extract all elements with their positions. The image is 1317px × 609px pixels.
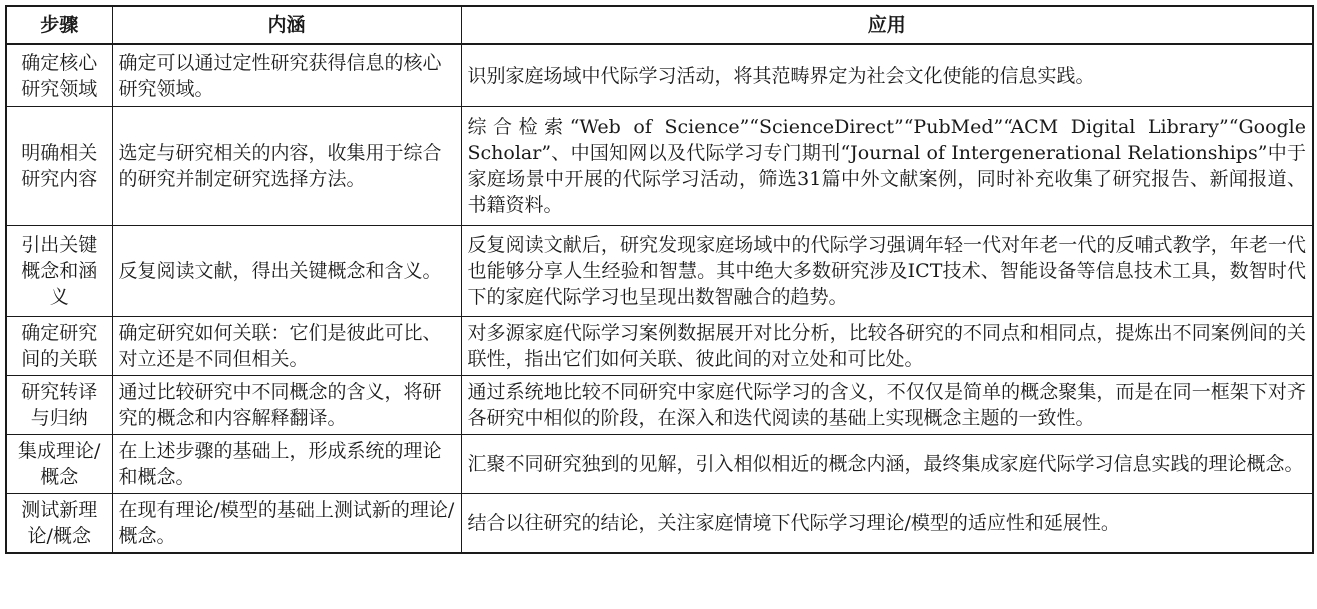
header-row (6, 6, 1313, 44)
table-header (6, 6, 1313, 44)
application-cell: 综合检索“Web of Science”“ScienceDirect”“PubMed”“ACM Digital Library”“Google Scholar”、中国知网以及代际学习专门期刊“Journal of Intergenerational Relationships”中于家庭场景中开展的代际学习活动，筛选31篇中外文献案例，同时补充收集了研究报告、新闻报道、书籍资料。 (461, 107, 1313, 226)
header-step: 步骤 (6, 6, 112, 44)
table-row (6, 107, 1313, 226)
header-application: 应用 (461, 6, 1313, 44)
application-cell: 反复阅读文献后，研究发现家庭场域中的代际学习强调年轻一代对年老一代的反哺式教学，年老一代也能够分享人生经验和智慧。其中绝大多数研究涉及ICT技术、智能设备等信息技术工具，数智时代下的家庭代际学习也呈现出数智融合的趋势。 (461, 226, 1313, 317)
meaning-cell: 选定与研究相关的内容，收集用于综合的研究并制定研究选择方法。 (112, 107, 461, 226)
step-cell: 明确相关研究内容 (6, 107, 112, 226)
table-row (6, 494, 1313, 554)
step-cell: 确定研究间的关联 (6, 317, 112, 376)
table-body (6, 44, 1313, 553)
application-cell: 通过系统地比较不同研究中家庭代际学习的含义，不仅仅是简单的概念聚集，而是在同一框架下对齐各研究中相似的阶段，在深入和迭代阅读的基础上实现概念主题的一致性。 (461, 376, 1313, 435)
application-cell: 结合以往研究的结论，关注家庭情境下代际学习理论/模型的适应性和延展性。 (461, 494, 1313, 554)
meta-ethnography-steps-table (5, 5, 1314, 554)
table-row (6, 435, 1313, 494)
step-cell: 引出关键概念和涵义 (6, 226, 112, 317)
meaning-cell: 在现有理论/模型的基础上测试新的理论/概念。 (112, 494, 461, 554)
meaning-cell: 在上述步骤的基础上，形成系统的理论和概念。 (112, 435, 461, 494)
table-row (6, 44, 1313, 107)
step-cell: 测试新理论/概念 (6, 494, 112, 554)
application-cell: 对多源家庭代际学习案例数据展开对比分析，比较各研究的不同点和相同点，提炼出不同案例间的关联性，指出它们如何关联、彼此间的对立处和可比处。 (461, 317, 1313, 376)
meaning-cell: 反复阅读文献，得出关键概念和含义。 (112, 226, 461, 317)
application-cell: 识别家庭场域中代际学习活动，将其范畴界定为社会文化使能的信息实践。 (461, 44, 1313, 107)
table-row (6, 317, 1313, 376)
meaning-cell: 确定可以通过定性研究获得信息的核心研究领域。 (112, 44, 461, 107)
step-cell: 研究转译与归纳 (6, 376, 112, 435)
step-cell: 集成理论/概念 (6, 435, 112, 494)
meaning-cell: 通过比较研究中不同概念的含义，将研究的概念和内容解释翻译。 (112, 376, 461, 435)
step-cell: 确定核心研究领域 (6, 44, 112, 107)
table-row (6, 376, 1313, 435)
header-meaning: 内涵 (112, 6, 461, 44)
table-row (6, 226, 1313, 317)
meaning-cell: 确定研究如何关联：它们是彼此可比、对立还是不同但相关。 (112, 317, 461, 376)
application-cell: 汇聚不同研究独到的见解，引入相似相近的概念内涵，最终集成家庭代际学习信息实践的理论概念。 (461, 435, 1313, 494)
